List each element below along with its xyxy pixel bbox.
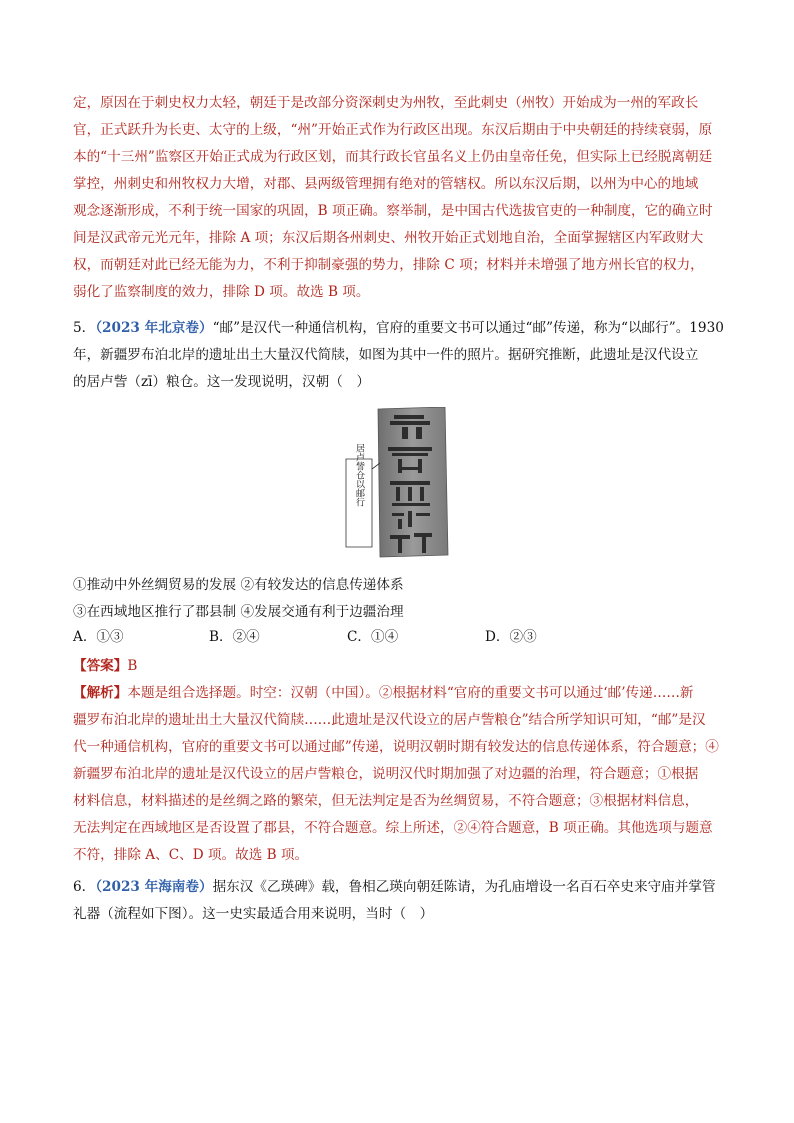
analysis-text: 无法判定在西域地区是否设置了郡县，不符合题意。综上所述，②④符合题意，B 项正确。其他选项与题意	[73, 820, 713, 836]
explanation-line: 定，原因在于刺史权力太轻，朝廷于是改部分资深刺史为州牧，至此刺史（州牧）开始成为一州的军政长	[73, 95, 699, 111]
explanation-line: 本的“十三州”监察区开始正式成为行政区划，而其行政长官虽名义上仍由皇帝任免，但实际上已经脱离朝廷	[73, 149, 713, 165]
explanation-line: 掌控，州刺史和州牧权力大增，对郡、县两级管理拥有绝对的管辖权。所以东汉后期，以州为中心的地域	[73, 176, 699, 192]
explanation-line: 间是汉武帝元光元年，排除 A 项；东汉后期各州刺史、州牧开始正式划地自治，全面掌握辖区内军政财大	[73, 230, 704, 246]
option-d: D．②③	[485, 629, 537, 645]
answer-value: B	[127, 658, 138, 674]
question-5-answer	[73, 653, 725, 869]
stem-text: 据东汉《乙瑛碑》载，鲁相乙瑛向朝廷陈请，为孔庙增设一名百石卒史来守庙并掌管	[212, 879, 716, 895]
stem-text: 礼器（流程如下图）。这一史实最适合用来说明，当时（ ）	[73, 906, 434, 922]
analysis-text: 新疆罗布泊北岸的遗址是汉代设立的居卢訾粮仓，说明汉代时期加强了对边疆的治理，符合题意；①根据	[73, 766, 699, 782]
statement-line: ③在西域地区推行了郡县制 ④发展交通有利于边疆治理	[73, 604, 404, 620]
statement-line: ①推动中外丝绸贸易的发展 ②有较发达的信息传递体系	[73, 577, 404, 593]
analysis-text: 代一种通信机构，官府的重要文书可以通过邮”传递，说明汉朝时期有较发达的信息传递体系，符合题意；④	[73, 739, 719, 755]
stem-text: “邮”是汉代一种通信机构，官府的重要文书可以通过“邮”传递，称为“以邮行”。1930	[212, 320, 724, 336]
analysis-text: 本题是组合选择题。时空：汉朝（中国）。②根据材料“官府的重要文书可以通过‘邮’传递……新	[127, 685, 694, 701]
question-5-stem	[73, 315, 725, 396]
analysis-text: 不符，排除 A、C、D 项。故选 B 项。	[73, 847, 309, 863]
question-number: 5．	[73, 320, 96, 336]
analysis-text: 疆罗布泊北岸的遗址出土大量汉代简牍……此遗址是汉代设立的居卢訾粮仓”结合所学知识可知，“邮”是汉	[73, 712, 706, 728]
previous-explanation	[73, 90, 725, 306]
figure-callout-label: 居卢訾仓以邮行	[354, 443, 364, 507]
stem-text: 的居卢訾（zī）粮仓。这一发现说明，汉朝（ ）	[73, 374, 370, 390]
question-source: （2023 年北京卷）	[95, 320, 213, 336]
explanation-line: 权，而朝廷对此已经无能为力，不利于抑制豪强的势力，排除 C 项；材料并未增强了地方州长官的权力，	[73, 257, 704, 273]
option-c: C．①④	[347, 629, 399, 645]
question-5-statements	[73, 572, 725, 626]
analysis-text: 材料信息，材料描述的是丝绸之路的繁荣，但无法判定是否为丝绸贸易，不符合题意；③根据材料信息，	[73, 793, 699, 809]
answer-tag: 【答案】	[73, 658, 128, 674]
stem-text: 年，新疆罗布泊北岸的遗址出土大量汉代简牍，如图为其中一件的照片。据研究推断，此遗址是汉代设立	[73, 347, 699, 363]
option-a: A．①③	[73, 629, 124, 645]
explanation-line: 弱化了监察制度的效力，排除 D 项。故选 B 项。	[73, 284, 370, 300]
question-number: 6．	[73, 879, 96, 895]
question-6-stem	[73, 874, 725, 928]
bamboo-slip-photo	[342, 407, 450, 559]
explanation-line: 官，正式跃升为长吏、太守的上级，“州”开始正式作为行政区出现。东汉后期由于中央朝廷的持续衰弱，原	[73, 122, 713, 138]
analysis-tag: 【解析】	[73, 685, 128, 701]
option-b: B．②④	[209, 629, 260, 645]
explanation-line: 观念逐渐形成，不利于统一国家的巩固，B 项正确。察举制，是中国古代选拔官吏的一种制度，它的确立时	[73, 203, 713, 219]
question-source: （2023 年海南卷）	[95, 879, 213, 895]
